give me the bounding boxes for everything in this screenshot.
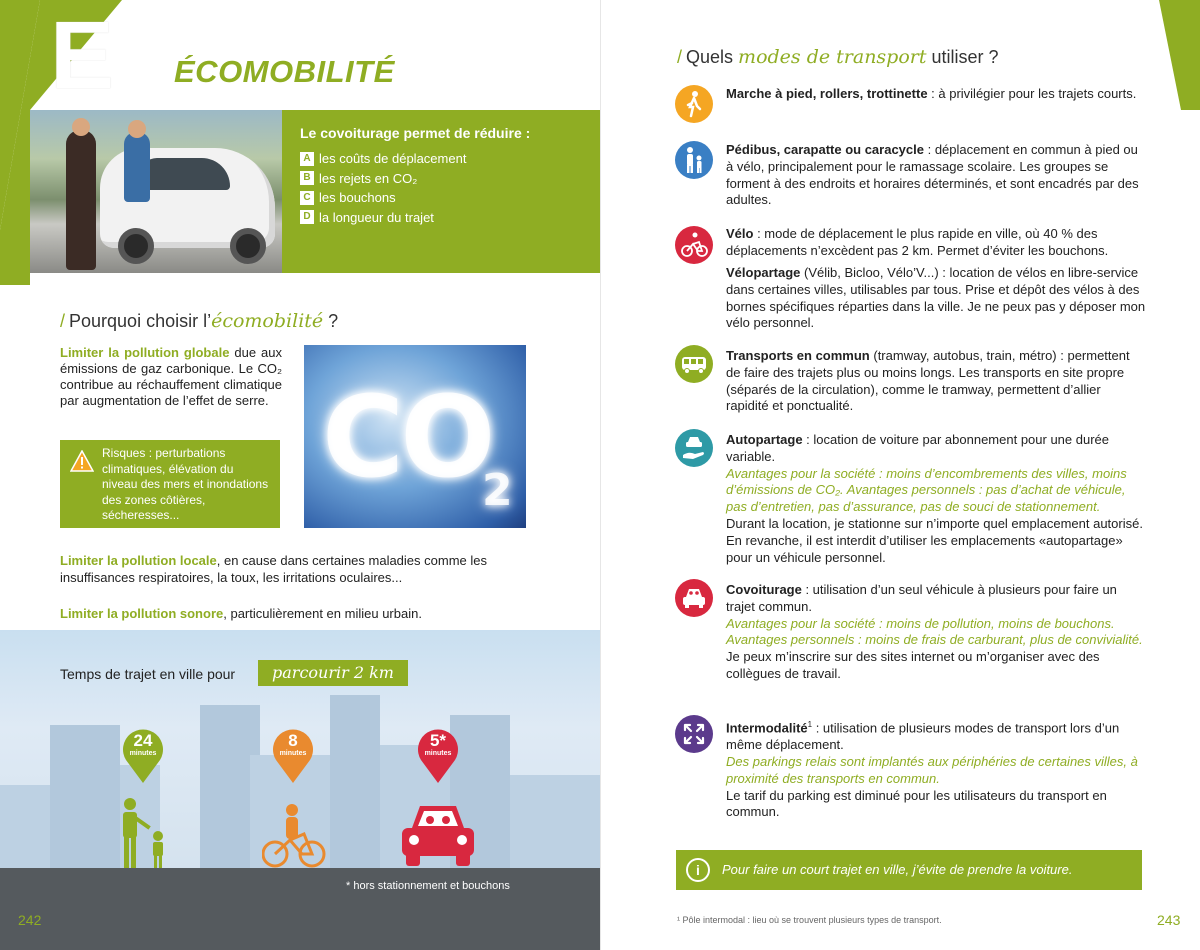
- tip-bar: [676, 850, 1142, 890]
- local-pollution-highlight: Limiter la pollution locale: [60, 553, 217, 568]
- walk-time-unit: minutes: [129, 750, 157, 757]
- entry-velo-text: : mode de déplacement le plus rapide en ville, où 40 % des déplacements n’excèdent pas 2 km. Permet d’éviter les bouchons.: [726, 226, 1109, 258]
- entry-pedibus-text: : déplacement en commun à pied ou à vélo, principalement pour le ramassage scolaire. Les groupes se forment à des endroits et horaires déterminés, et sont encadrés par des adultes.: [726, 142, 1139, 208]
- global-pollution-para: [60, 345, 282, 409]
- quiz-option-text: les rejets en CO₂: [319, 170, 418, 186]
- tip-text: Pour faire un court trajet en ville, j’évite de prendre la voiture.: [722, 862, 1073, 877]
- travel-time-pill: parcourir 2 km: [258, 660, 408, 686]
- entry-autopartage-extra: Durant la location, je stationne sur n’importe quel emplacement autorisé. En revanche, il est interdit d’utiliser les emplacements «autopartage» pour un véhicule personnel.: [726, 515, 1143, 565]
- entry-velopartage: [726, 265, 1146, 332]
- travel-time-title: Temps de trajet en ville pour: [60, 666, 236, 682]
- co2-cloud-text: CO: [322, 373, 492, 503]
- entry-pedibus-title: Pédibus, carapatte ou caracycle: [726, 142, 924, 157]
- car-icon: [398, 800, 478, 870]
- entry-tc-title: Transports en commun: [726, 348, 870, 363]
- carpool-photo: [30, 110, 282, 273]
- quiz-option-b[interactable]: [300, 169, 582, 189]
- noise-pollution-text: , particulièrement en milieu urbain.: [223, 606, 422, 621]
- right-page: [600, 0, 1200, 950]
- entry-autopartage-text: : location de voiture par abonnement pour une durée variable.: [726, 432, 1109, 464]
- why-heading: / Pourquoi choisir l’écomobilité ?: [60, 310, 339, 332]
- chapter-title: ÉCOMOBILITÉ: [174, 54, 395, 89]
- entry-velo-title: Vélo: [726, 226, 754, 241]
- quiz-option-d[interactable]: [300, 208, 582, 228]
- quiz-letter: C: [300, 191, 314, 205]
- green-corner-shape: [1141, 0, 1200, 112]
- walking-family-icon: [112, 798, 174, 870]
- quiz-option-a[interactable]: [300, 149, 582, 169]
- walk-time-label: [120, 732, 166, 758]
- risk-text: Risques : perturbations climatiques, élévation du niveau des mers et inondations des zones côtières, sécheresses...: [102, 446, 269, 522]
- why-heading-pre: Pourquoi choisir l’: [69, 311, 212, 331]
- quiz-option-text: la longueur du trajet: [319, 209, 434, 225]
- risk-box: [60, 440, 280, 528]
- entry-covoiturage-extra: Je peux m’inscrire sur des sites internet ou m’organiser avec des collègues de travail.: [726, 649, 1100, 681]
- entry-intermodalite-title: Intermodalité: [726, 720, 808, 736]
- modes-heading-pre: Quels: [686, 47, 739, 67]
- co2-cloud-subscript: 2: [482, 465, 513, 516]
- entry-intermodalite: [726, 717, 1146, 821]
- why-heading-post: ?: [323, 311, 339, 331]
- entry-walk-text: : à privilégier pour les trajets courts.: [927, 86, 1137, 101]
- warning-icon: [70, 450, 94, 472]
- quiz-option-c[interactable]: [300, 188, 582, 208]
- entry-walk: [726, 86, 1146, 103]
- entry-tc-text: (tramway, autobus, train, métro) : permettent de faire des trajets plus ou moins longs. Les transports en site propre (séparés de la circulation), comme le tramway, permettent d’allier rapidité et ponctualité.: [726, 348, 1130, 414]
- co2-cloud-image: [304, 345, 526, 528]
- entry-autopartage: [726, 432, 1146, 566]
- global-pollution-text: due aux émissions de gaz carbonique. Le CO₂ contribue au réchauffement climatique par augmentation de l’effet de serre.: [60, 345, 282, 408]
- quiz-letter: B: [300, 171, 314, 185]
- entry-velopartage-text: (Vélib, Bicloo, Vélo’V...) : location de vélos en libre-service dans certaines villes, utilisables par tous. Prise et dépôt des vélos à des bornes spécifiques réparties dans la ville. Je ne peux pas y déposer mon vélo personnel.: [726, 265, 1146, 331]
- entry-intermodalite-advantages: Des parkings relais sont implantés aux périphéries de certaines villes, à proximité des transports en commun.: [726, 753, 1138, 786]
- quiz-option-text: les coûts de déplacement: [319, 151, 467, 166]
- noise-pollution-highlight: Limiter la pollution sonore: [60, 606, 224, 621]
- entry-covoiturage: [726, 582, 1146, 683]
- entry-intermodalite-text: : utilisation de plusieurs modes de transport lors d’un même déplacement.: [726, 720, 1120, 753]
- cyclist-icon: [262, 804, 326, 870]
- modes-heading: / Quels modes de transport utiliser ?: [677, 46, 999, 68]
- quiz-title: Le covoiturage permet de réduire :: [300, 125, 531, 141]
- travel-time-note: * hors stationnement et bouchons: [346, 880, 510, 892]
- noise-pollution-para: [60, 606, 540, 622]
- modes-heading-script: modes de transport: [738, 46, 927, 68]
- entry-covoiturage-title: Covoiturage: [726, 582, 802, 597]
- entry-covoiturage-text: : utilisation d’un seul véhicule à plusieurs pour faire un trajet commun.: [726, 582, 1117, 614]
- entry-pedibus: [726, 142, 1146, 209]
- walk-mode-icon: [675, 85, 713, 123]
- car-time-unit: minutes: [424, 750, 452, 757]
- entry-intermodalite-extra: Le tarif du parking est diminué pour les utilisateurs du transport en commun.: [726, 787, 1107, 820]
- entry-walk-title: Marche à pied, rollers, trottinette: [726, 86, 928, 101]
- page-number-right: 243: [1157, 912, 1181, 928]
- car-time-value: 5*: [429, 731, 447, 750]
- page-number-left: 242: [18, 912, 42, 928]
- bike-mode-icon: [675, 226, 713, 264]
- entry-autopartage-advantages: Avantages pour la société : moins d’encombrements des villes, moins d’émissions de CO₂. Avantages personnels : pas d’achat de véhicule, pas d’entretien, pas d’assurance, pas de souci de stationnement.: [726, 465, 1127, 515]
- chapter-letter: E: [50, 2, 115, 109]
- info-icon: i: [686, 858, 710, 882]
- entry-covoiturage-advantages: Avantages pour la société : moins de pollution, moins de bouchons. Avantages personnels : moins de frais de carburant, plus de convivialité.: [726, 615, 1143, 648]
- quiz-letter: D: [300, 210, 314, 224]
- walk-time-value: 24: [133, 731, 153, 750]
- global-pollution-highlight: Limiter la pollution globale: [60, 345, 230, 360]
- entry-intermodalite-sup: 1: [807, 720, 813, 729]
- car-time-label: [415, 732, 461, 758]
- why-heading-script: écomobilité: [211, 310, 324, 332]
- carpool-icon: [675, 579, 713, 617]
- modes-heading-post: utiliser ?: [926, 47, 999, 67]
- bike-time-label: [270, 732, 316, 758]
- entry-velopartage-title: Vélopartage: [726, 265, 801, 280]
- local-pollution-para: [60, 552, 540, 586]
- ground-band: [0, 868, 600, 950]
- pedibus-icon: [675, 141, 713, 179]
- quiz-option-text: les bouchons: [319, 190, 396, 205]
- bike-time-value: 8: [288, 731, 298, 750]
- car-sharing-icon: [675, 429, 713, 467]
- entry-autopartage-title: Autopartage: [726, 432, 803, 447]
- local-pollution-text: , en cause dans certaines maladies comme les insuffisances respiratoires, la toux, les irritations oculaires...: [60, 553, 487, 585]
- bus-icon: [675, 345, 713, 383]
- quiz-letter: A: [300, 152, 314, 166]
- quiz-box: [282, 110, 600, 273]
- entry-velo: [726, 226, 1146, 260]
- footnote: ¹ Pôle intermodal : lieu où se trouvent plusieurs types de transport.: [677, 915, 942, 925]
- entry-public-transport: [726, 348, 1146, 415]
- intermodality-icon: [675, 715, 713, 753]
- bike-time-unit: minutes: [279, 750, 307, 757]
